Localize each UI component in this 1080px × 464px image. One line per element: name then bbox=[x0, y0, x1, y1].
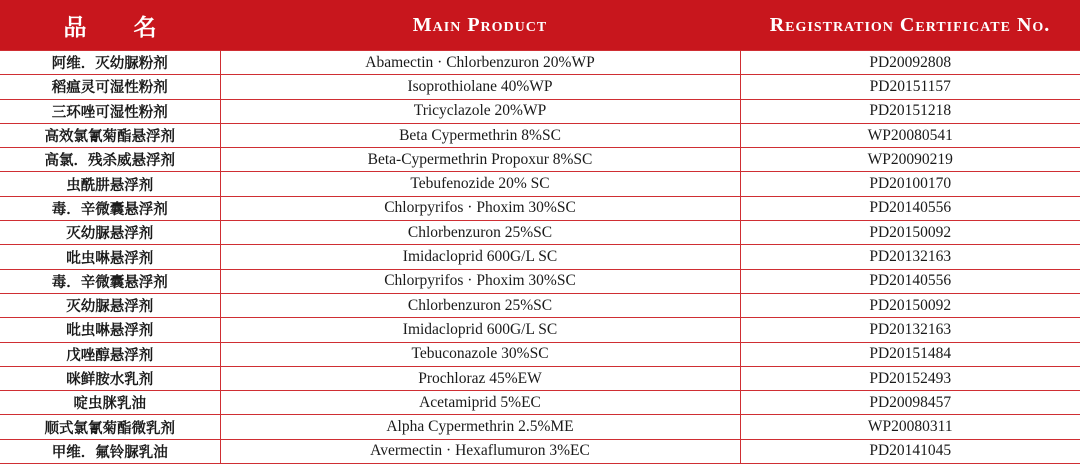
table-row bbox=[0, 75, 1080, 99]
cell-product-name-cn: 毒．辛微囊悬浮剂 bbox=[0, 269, 220, 293]
cell-product-name-cn: 吡虫啉悬浮剂 bbox=[0, 318, 220, 342]
cell-product-name-cn: 稻瘟灵可湿性粉剂 bbox=[0, 75, 220, 99]
cell-main-product: Chlorbenzuron 25%SC bbox=[220, 293, 740, 317]
cell-product-name-cn: 三环唑可湿性粉剂 bbox=[0, 99, 220, 123]
table-row bbox=[0, 318, 1080, 342]
cell-main-product: Acetamiprid 5%EC bbox=[220, 391, 740, 415]
cell-registration-certificate-no: PD20092808 bbox=[740, 51, 1080, 75]
cell-main-product: Beta Cypermethrin 8%SC bbox=[220, 123, 740, 147]
cell-main-product: Imidacloprid 600G/L SC bbox=[220, 318, 740, 342]
cell-registration-certificate-no: PD20150092 bbox=[740, 221, 1080, 245]
cell-registration-certificate-no: PD20151218 bbox=[740, 99, 1080, 123]
cell-main-product: Beta-Cypermethrin Propoxur 8%SC bbox=[220, 148, 740, 172]
table-row bbox=[0, 415, 1080, 439]
table-row bbox=[0, 391, 1080, 415]
cell-registration-certificate-no: PD20098457 bbox=[740, 391, 1080, 415]
cell-registration-certificate-no: WP20080311 bbox=[740, 415, 1080, 439]
cell-product-name-cn: 毒．辛微囊悬浮剂 bbox=[0, 196, 220, 220]
table-header bbox=[0, 0, 1080, 51]
cell-product-name-cn: 吡虫啉悬浮剂 bbox=[0, 245, 220, 269]
table-row bbox=[0, 439, 1080, 463]
table-row bbox=[0, 342, 1080, 366]
cell-product-name-cn: 灭幼脲悬浮剂 bbox=[0, 221, 220, 245]
table-row bbox=[0, 51, 1080, 75]
cell-product-name-cn: 啶虫脒乳油 bbox=[0, 391, 220, 415]
column-header-registration-certificate-no: Registration Certificate No. bbox=[740, 0, 1080, 51]
cell-main-product: Imidacloprid 600G/L SC bbox=[220, 245, 740, 269]
table-row bbox=[0, 293, 1080, 317]
cell-main-product: Chlorpyrifos · Phoxim 30%SC bbox=[220, 196, 740, 220]
cell-main-product: Isoprothiolane 40%WP bbox=[220, 75, 740, 99]
cell-main-product: Prochloraz 45%EW bbox=[220, 366, 740, 390]
cell-main-product: Abamectin · Chlorbenzuron 20%WP bbox=[220, 51, 740, 75]
table-row bbox=[0, 172, 1080, 196]
table-row bbox=[0, 245, 1080, 269]
cell-registration-certificate-no: PD20151157 bbox=[740, 75, 1080, 99]
table-row bbox=[0, 148, 1080, 172]
cell-main-product: Chlorpyrifos · Phoxim 30%SC bbox=[220, 269, 740, 293]
cell-product-name-cn: 虫酰肼悬浮剂 bbox=[0, 172, 220, 196]
cell-registration-certificate-no: PD20152493 bbox=[740, 366, 1080, 390]
cell-product-name-cn: 高效氯氰菊酯悬浮剂 bbox=[0, 123, 220, 147]
table-header-row bbox=[0, 0, 1080, 51]
table-row bbox=[0, 196, 1080, 220]
cell-registration-certificate-no: PD20151484 bbox=[740, 342, 1080, 366]
table-row bbox=[0, 123, 1080, 147]
table-row bbox=[0, 269, 1080, 293]
cell-product-name-cn: 戊唑醇悬浮剂 bbox=[0, 342, 220, 366]
table-body bbox=[0, 51, 1080, 464]
cell-main-product: Tebuconazole 30%SC bbox=[220, 342, 740, 366]
column-header-product-name-cn: 品 名 bbox=[0, 0, 220, 51]
cell-registration-certificate-no: WP20080541 bbox=[740, 123, 1080, 147]
cell-product-name-cn: 灭幼脲悬浮剂 bbox=[0, 293, 220, 317]
cell-registration-certificate-no: PD20141045 bbox=[740, 439, 1080, 463]
cell-registration-certificate-no: PD20150092 bbox=[740, 293, 1080, 317]
table-row bbox=[0, 366, 1080, 390]
cell-registration-certificate-no: WP20090219 bbox=[740, 148, 1080, 172]
cell-registration-certificate-no: PD20140556 bbox=[740, 269, 1080, 293]
cell-main-product: Avermectin · Hexaflumuron 3%EC bbox=[220, 439, 740, 463]
cell-product-name-cn: 高氯．残杀威悬浮剂 bbox=[0, 148, 220, 172]
cell-product-name-cn: 阿维．灭幼脲粉剂 bbox=[0, 51, 220, 75]
cell-registration-certificate-no: PD20132163 bbox=[740, 245, 1080, 269]
cell-main-product: Chlorbenzuron 25%SC bbox=[220, 221, 740, 245]
cell-registration-certificate-no: PD20140556 bbox=[740, 196, 1080, 220]
cell-main-product: Tricyclazole 20%WP bbox=[220, 99, 740, 123]
column-header-main-product: Main Product bbox=[220, 0, 740, 51]
cell-product-name-cn: 咪鲜胺水乳剂 bbox=[0, 366, 220, 390]
table-row bbox=[0, 221, 1080, 245]
cell-registration-certificate-no: PD20100170 bbox=[740, 172, 1080, 196]
table-row bbox=[0, 99, 1080, 123]
cell-product-name-cn: 甲维．氟铃脲乳油 bbox=[0, 439, 220, 463]
cell-product-name-cn: 顺式氯氰菊酯微乳剂 bbox=[0, 415, 220, 439]
cell-main-product: Alpha Cypermethrin 2.5%ME bbox=[220, 415, 740, 439]
cell-registration-certificate-no: PD20132163 bbox=[740, 318, 1080, 342]
cell-main-product: Tebufenozide 20% SC bbox=[220, 172, 740, 196]
